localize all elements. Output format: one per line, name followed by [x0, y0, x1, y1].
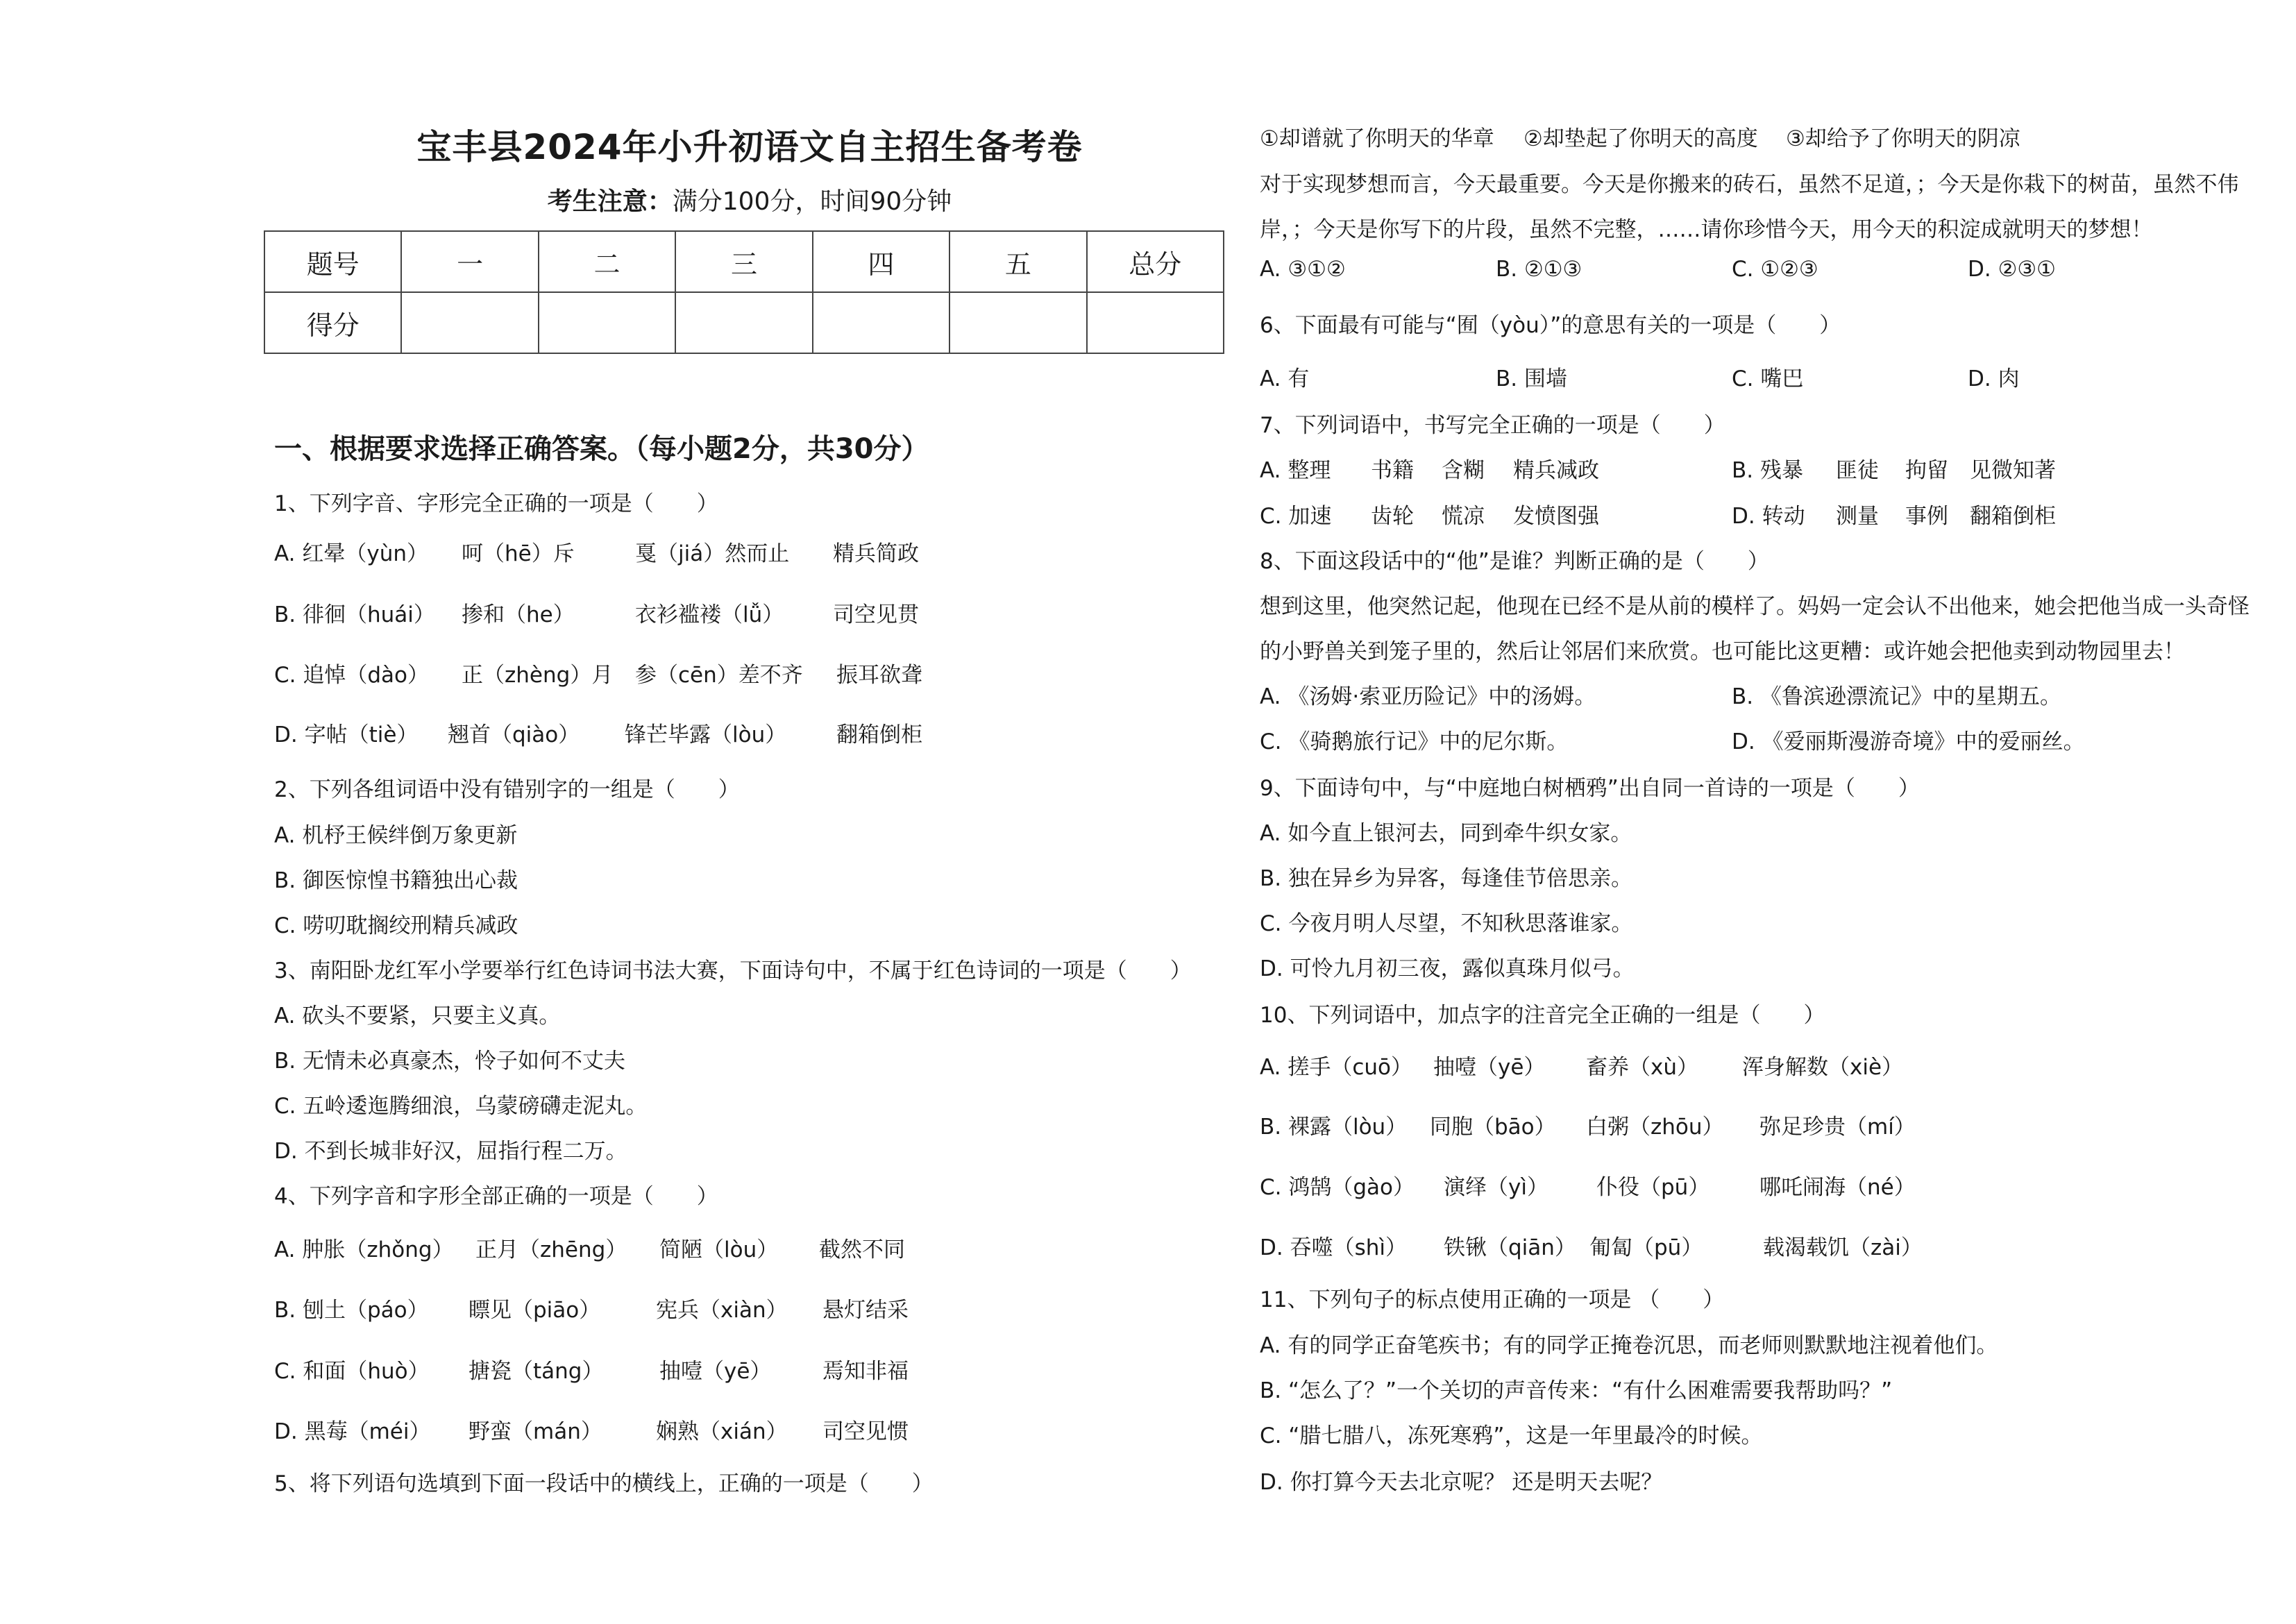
score-input-cell[interactable]	[813, 292, 949, 353]
question-10: 10、下列词语中，加点字的注音完全正确的一组是（ ）	[1260, 1003, 1825, 1028]
q3-option-c: C. 五岭逶迤腾细浪，乌蒙磅礴走泥丸。	[274, 1094, 648, 1119]
q8-passage-line-2: 的小野兽关到笼子里的，然后让邻居们来欣赏。也可能比这更糟：或许她会把他卖到动物园里去！	[1260, 639, 2185, 664]
q9-option-a: A. 如今直上银河去，同到牵牛织女家。	[1260, 821, 1632, 846]
q8-option-a: A. 《汤姆·索亚历险记》中的汤姆。	[1260, 684, 1596, 709]
q2-option-c: C. 唠叨耽搁绞刑精兵减政	[274, 913, 518, 938]
q3-option-d: D. 不到长城非好汉，屈指行程二万。	[274, 1139, 627, 1164]
notice-label: 考生注意：	[547, 187, 673, 216]
score-input-cell[interactable]	[401, 292, 538, 353]
q2-option-b: B. 御医惊惶书籍独出心裁	[274, 868, 518, 893]
notice-text: 满分100分，时间90分钟	[672, 187, 952, 216]
question-6: 6、下面最有可能与“囿（yòu）”的意思有关的一项是（ ）	[1260, 313, 1841, 338]
score-cell: 一	[401, 231, 538, 292]
q8-passage-line-1: 想到这里，他突然记起，他现在已经不是从前的模样了。妈妈一定会认不出他来，她会把他当成一头奇怪	[1260, 594, 2249, 619]
q5-passage-line-1: 对于实现梦想而言，今天最重要。今天是你搬来的砖石，虽然不足道，；今天是你栽下的树苗，虽然不伟	[1260, 172, 2239, 197]
section-heading: 一、根据要求选择正确答案。（每小题2分，共30分）	[274, 433, 929, 465]
q11-option-c: C. “腊七腊八，冻死寒鸦”，这是一年里最冷的时候。	[1260, 1423, 1763, 1448]
exam-notice	[264, 182, 1235, 217]
q11-option-b: B. “怎么了？”一个关切的声音传来：“有什么困难需要我帮助吗？”	[1260, 1378, 1893, 1403]
question-9: 9、下面诗句中，与“中庭地白树栖鸦”出自同一首诗的一项是（ ）	[1260, 776, 1920, 801]
question-8: 8、下面这段话中的“他”是谁？判断正确的是（ ）	[1260, 549, 1769, 574]
question-4: 4、下列字音和字形全部正确的一项是（ ）	[274, 1184, 718, 1209]
q9-option-d: D. 可怜九月初三夜，露似真珠月似弓。	[1260, 956, 1635, 981]
question-1: 1、下列字音、字形完全正确的一项是（ ）	[274, 491, 718, 516]
score-cell: 二	[539, 231, 675, 292]
score-input-cell[interactable]	[539, 292, 675, 353]
score-input-cell[interactable]	[1087, 292, 1224, 353]
score-input-cell[interactable]	[675, 292, 812, 353]
score-table-score-row	[264, 292, 1224, 353]
q8-option-b: B. 《鲁滨逊漂流记》中的星期五。	[1732, 684, 2061, 709]
question-3: 3、南阳卧龙红军小学要举行红色诗词书法大赛，下面诗句中，不属于红色诗词的一项是（ ）	[274, 958, 1192, 983]
q9-option-b: B. 独在异乡为异客，每逢佳节倍思亲。	[1260, 866, 1632, 891]
score-cell: 得分	[264, 292, 401, 353]
score-cell: 四	[813, 231, 949, 292]
q2-option-a: A. 机杼王候绊倒万象更新	[274, 823, 518, 848]
score-cell: 题号	[264, 231, 401, 292]
score-cell: 三	[675, 231, 812, 292]
question-2: 2、下列各组词语中没有错别字的一组是（ ）	[274, 777, 740, 802]
q9-option-c: C. 今夜月明人尽望，不知秋思落谁家。	[1260, 911, 1633, 936]
page-title: 宝丰县2024年小升初语文自主招生备考卷	[416, 127, 1083, 167]
score-cell: 总分	[1087, 231, 1224, 292]
q8-option-c: C. 《骑鹅旅行记》中的尼尔斯。	[1260, 729, 1569, 754]
q5-passage-line-2: 岸，；今天是你写下的片段，虽然不完整，……请你珍惜今天，用今天的积淀成就明天的梦想！	[1260, 217, 2153, 242]
score-input-cell[interactable]	[949, 292, 1086, 353]
question-7: 7、下列词语中，书写完全正确的一项是（ ）	[1260, 413, 1725, 438]
q11-option-d: D. 你打算今天去北京呢？ 还是明天去呢？	[1260, 1470, 1663, 1495]
score-cell: 五	[949, 231, 1086, 292]
question-5: 5、将下列语句选填到下面一段话中的横线上，正确的一项是（ ）	[274, 1471, 934, 1496]
q3-option-a: A. 砍头不要紧，只要主义真。	[274, 1004, 561, 1029]
q8-option-d: D. 《爱丽斯漫游奇境》中的爱丽丝。	[1732, 729, 2085, 754]
q11-option-a: A. 有的同学正奋笔疾书；有的同学正掩卷沉思，而老师则默默地注视着他们。	[1260, 1333, 1998, 1358]
q3-option-b: B. 无情未必真豪杰，怜子如何不丈夫	[274, 1049, 625, 1074]
score-table	[264, 230, 1224, 354]
score-table-header-row	[264, 231, 1224, 292]
question-11: 11、下列句子的标点使用正确的一项是 （ ）	[1260, 1287, 1725, 1312]
